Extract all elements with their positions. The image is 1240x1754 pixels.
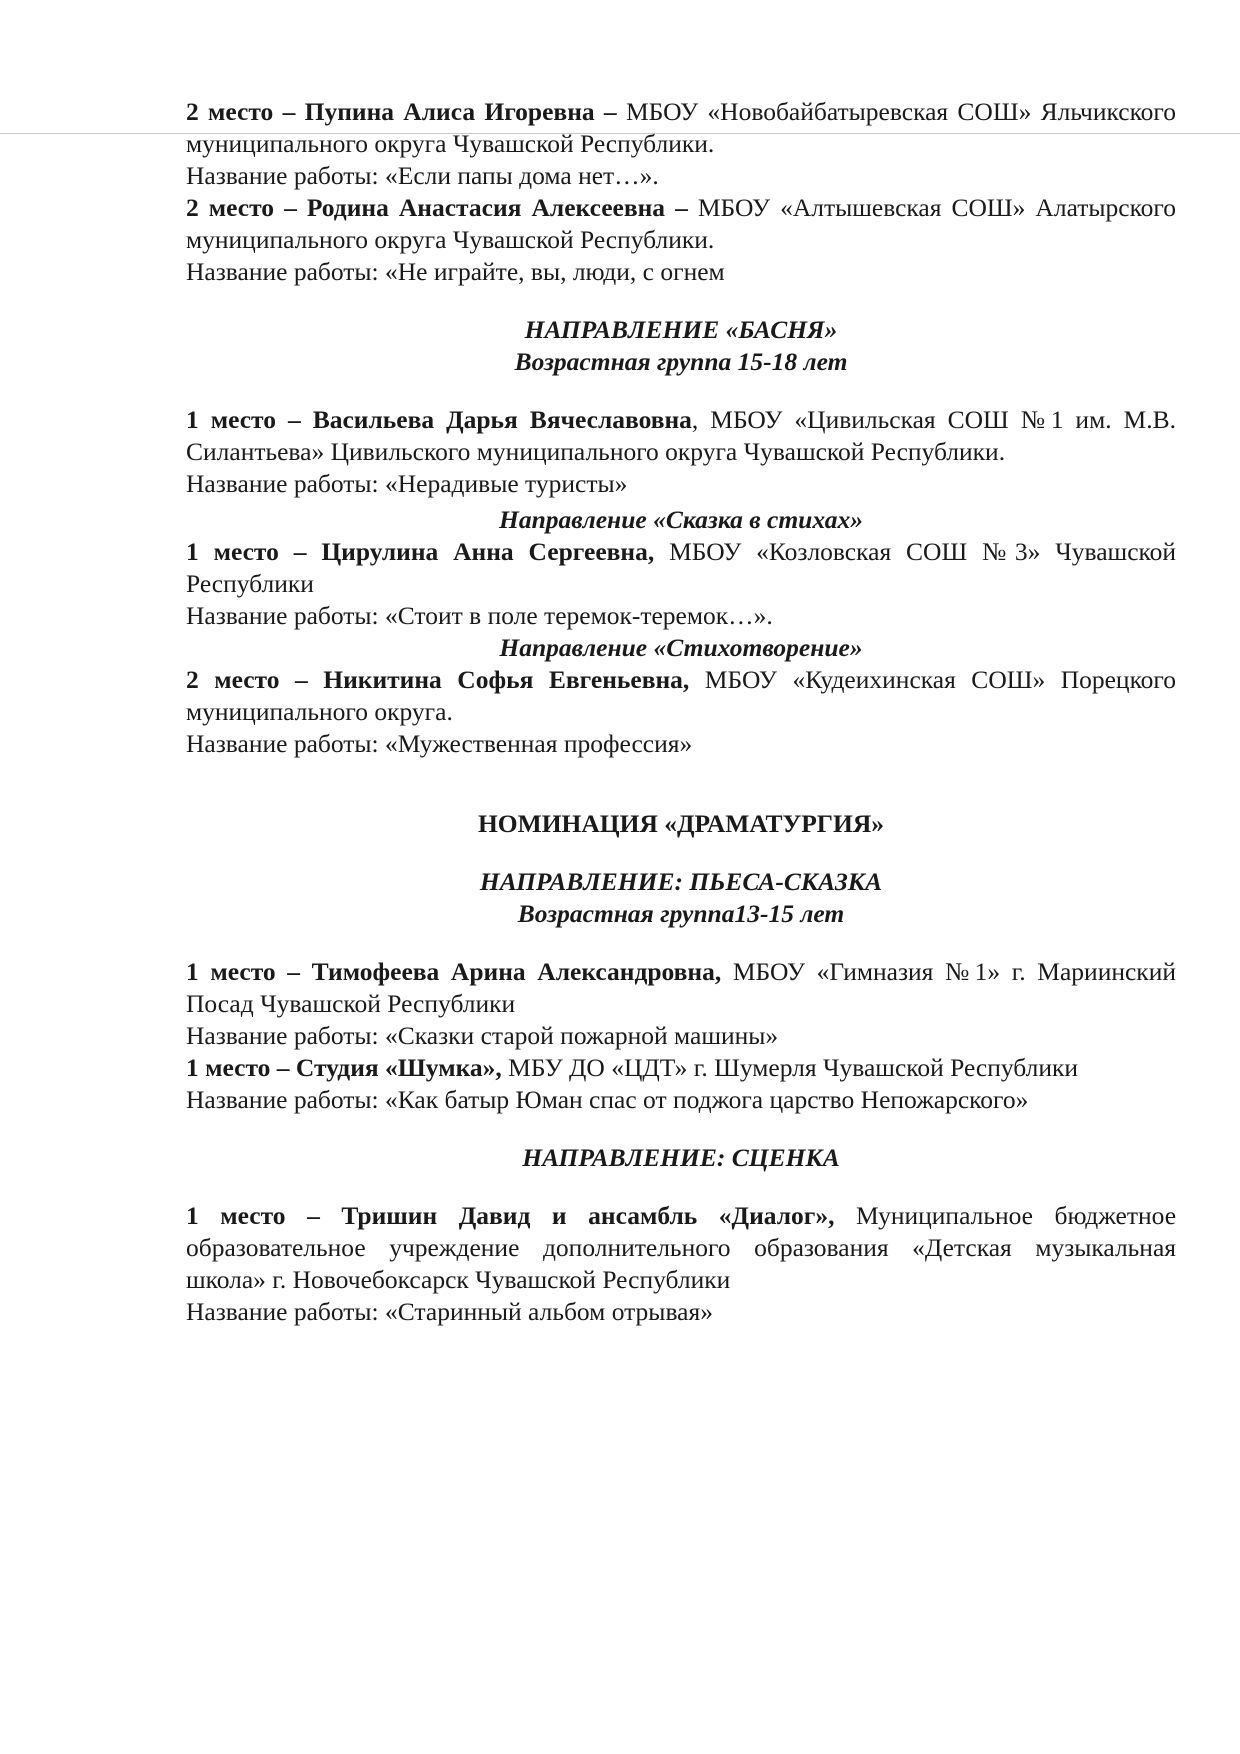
entry-text [186,192,1176,256]
winner-entry [186,1200,1176,1328]
place-and-name: 1 место – Тимофеева Арина Александровна, [186,957,722,986]
winner-entry [186,1052,1176,1116]
organization: МБОУ «Алтышевская СОШ» Алатырского муниципального округа Чувашской Республики. [186,193,1176,254]
place-and-name: 1 место – Цирулина Анна Сергеевна, [186,537,655,566]
direction-heading: НАПРАВЛЕНИЕ: ПЬЕСА-СКАЗКА [479,867,883,896]
work-title: Название работы: «Старинный альбом отрывая» [186,1297,713,1326]
document-page [186,96,1176,1328]
age-group-heading: Возрастная группа13-15 лет [517,899,845,928]
winner-entry [186,536,1176,632]
place-and-name: 2 место – Пупина Алиса Игоревна – [186,97,617,126]
place-and-name: 1 место – Студия «Шумка», [186,1053,502,1082]
organization: МБУ ДО «ЦДТ» г. Шумерля Чувашской Республики [501,1053,1079,1082]
nomination-heading: НОМИНАЦИЯ «ДРАМАТУРГИЯ» [477,809,885,838]
direction-heading: Направление «Стихотворение» [499,633,863,662]
entry-text [186,1200,1176,1296]
organization: МБОУ «Козловская СОШ №3» Чувашской Республики [186,537,1176,598]
winner-entry [186,404,1176,500]
entry-text [186,664,1176,728]
winner-entry [186,956,1176,1052]
organization: МБОУ «Новобайбатыревская СОШ» Яльчикского муниципального округа Чувашской Республики. [186,97,1176,158]
direction-heading: Направление «Сказка в стихах» [498,505,864,534]
direction-heading: НАПРАВЛЕНИЕ «БАСНЯ» [524,315,838,344]
entry-text [186,956,1176,1020]
winner-entry [186,192,1176,288]
work-title: Название работы: «Сказки старой пожарной машины» [186,1021,779,1050]
entry-text [186,96,1176,160]
place-and-name: 2 место – Родина Анастасия Алексеевна – [186,193,688,222]
work-title: Название работы: «Как батыр Юман спас от поджога царство Непожарского» [186,1085,1029,1114]
work-title: Название работы: «Если папы дома нет…». [186,161,659,190]
organization: МБОУ «Гимназия №1» г. Мариинский Посад Чувашской Республики [186,957,1176,1018]
winner-entry [186,664,1176,760]
entry-text [186,1052,1176,1084]
place-and-name: 2 место – Никитина Софья Евгеньевна, [186,665,690,694]
place-and-name: 1 место – Васильева Дарья Вячеславовна [186,405,692,434]
work-title: Название работы: «Нерадивые туристы» [186,469,628,498]
entry-text [186,536,1176,600]
organization: , МБОУ «Цивильская СОШ №1 им. М.В. Силантьева» Цивильского муниципального округа Чувашской Республики. [186,405,1176,466]
work-title: Название работы: «Не играйте, вы, люди, с огнем [186,257,725,286]
winner-entry [186,96,1176,192]
direction-heading: НАПРАВЛЕНИЕ: СЦЕНКА [522,1143,840,1172]
work-title: Название работы: «Мужественная профессия» [186,729,693,758]
work-title: Название работы: «Стоит в поле теремок-теремок…». [186,601,773,630]
age-group-heading: Возрастная группа 15-18 лет [514,347,848,376]
organization: МБОУ «Кудеихинская СОШ» Порецкого муниципального округа. [186,665,1176,726]
entry-text [186,404,1176,468]
place-and-name: 1 место – Тришин Давид и ансамбль «Диалог», [186,1201,835,1230]
organization: Муниципальное бюджетное образовательное учреждение дополнительного образования «Детская музыкальная школа» г. Новочебоксарск Чувашской Республики [186,1201,1177,1294]
